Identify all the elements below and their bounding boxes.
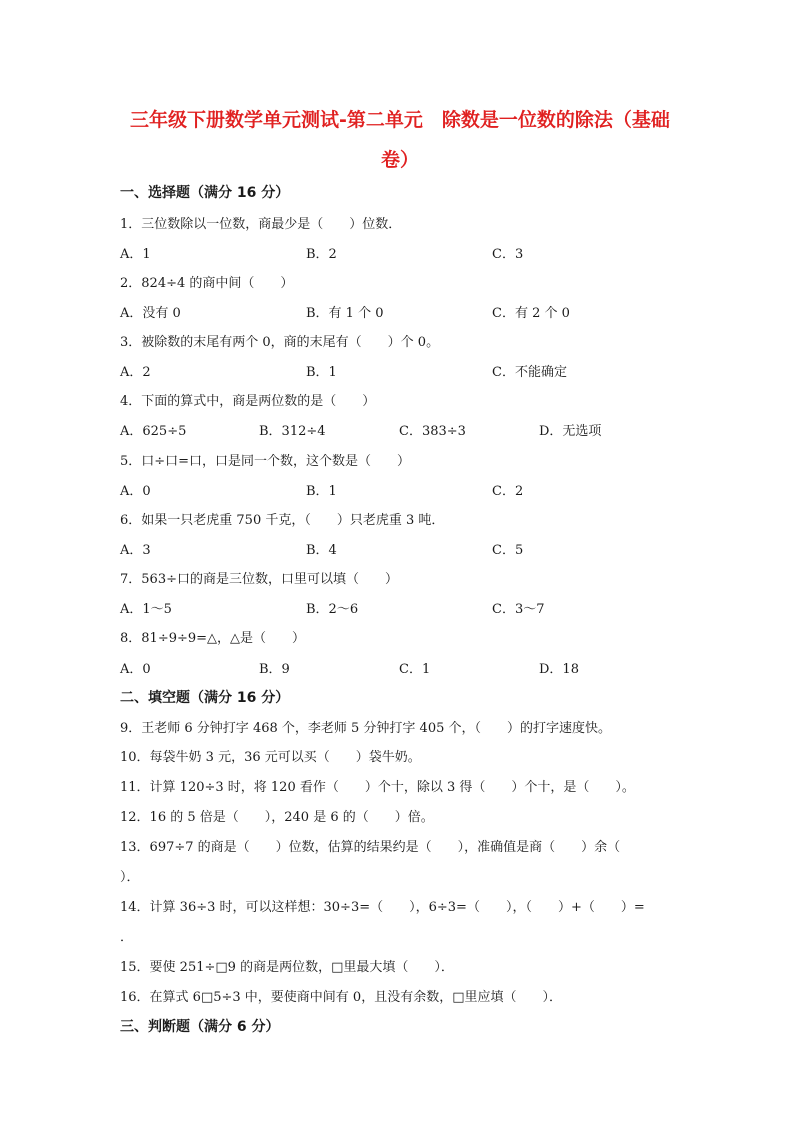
q1-option-b: B．2 xyxy=(306,247,337,262)
q5-option-c: C．2 xyxy=(492,484,524,499)
question-13-line-2: ）． xyxy=(120,870,140,885)
title-line-1: 三年级下册数学单元测试-第二单元 除数是一位数的除法（基础 xyxy=(130,109,670,131)
q8-option-d: D．18 xyxy=(539,662,579,677)
question-10: 10．每袋牛奶 3 元，36 元可以买（ ）袋牛奶。 xyxy=(120,750,421,765)
question-16: 16．在算式 6□5÷3 中，要使商中间有 0，且没有余数，□里应填（ ）． xyxy=(120,990,562,1005)
section-heading-judge: 三、判断题（满分 6 分） xyxy=(120,1019,280,1035)
q5-option-a: A．0 xyxy=(120,484,151,499)
q6-option-b: B．4 xyxy=(306,543,337,558)
question-14-line-1: 14．计算 36÷3 时，可以这样想：30÷3=（ ），6÷3=（ ），（ ）+（ ）= xyxy=(120,900,645,915)
question-5: 5．口÷口=口，口是同一个数，这个数是（ ） xyxy=(120,454,411,469)
q8-option-a: A．0 xyxy=(120,662,151,677)
question-2: 2．824÷4 的商中间（ ） xyxy=(120,276,294,291)
question-12: 12．16 的 5 倍是（ ），240 是 6 的（ ）倍。 xyxy=(120,810,434,825)
question-11: 11．计算 120÷3 时，将 120 看作（ ）个十，除以 3 得（ ）个十，是（ ）。 xyxy=(120,780,635,795)
question-7: 7．563÷口的商是三位数，口里可以填（ ） xyxy=(120,572,398,587)
q4-option-d: D．无选项 xyxy=(539,424,602,439)
q2-option-a: A．没有 0 xyxy=(120,306,181,321)
q6-option-c: C．5 xyxy=(492,543,524,558)
q3-option-b: B．1 xyxy=(306,365,337,380)
q1-option-a: A．1 xyxy=(120,247,151,262)
q7-option-c: C．3～7 xyxy=(492,602,545,617)
question-14-line-2: ． xyxy=(120,930,134,945)
question-13-line-1: 13．697÷7 的商是（ ）位数，估算的结果约是（ ），准确值是商（ ）余（ xyxy=(120,840,621,855)
q4-option-b: B．312÷4 xyxy=(259,424,326,439)
question-15: 15．要使 251÷□9 的商是两位数，□里最大填（ ）． xyxy=(120,960,454,975)
q6-option-a: A．3 xyxy=(120,543,151,558)
question-1: 1．三位数除以一位数，商最少是（ ）位数． xyxy=(120,217,402,232)
q4-option-c: C．383÷3 xyxy=(399,424,466,439)
section-heading-fill: 二、填空题（满分 16 分） xyxy=(120,690,290,706)
section-heading-choice: 一、选择题（满分 16 分） xyxy=(120,185,290,201)
question-6: 6．如果一只老虎重 750 千克，（ ）只老虎重 3 吨． xyxy=(120,513,445,528)
q8-option-b: B．9 xyxy=(259,662,290,677)
q4-option-a: A．625÷5 xyxy=(120,424,187,439)
q7-option-b: B．2～6 xyxy=(306,602,359,617)
q2-option-b: B．有 1 个 0 xyxy=(306,306,384,321)
page-title xyxy=(120,100,680,180)
q1-option-c: C．3 xyxy=(492,247,524,262)
question-3: 3．被除数的末尾有两个 0，商的末尾有（ ）个 0。 xyxy=(120,335,440,350)
q7-option-a: A．1～5 xyxy=(120,602,172,617)
question-9: 9．王老师 6 分钟打字 468 个，李老师 5 分钟打字 405 个，（ ）的打字速度快。 xyxy=(120,721,611,736)
title-line-2: 卷） xyxy=(380,149,419,171)
q5-option-b: B．1 xyxy=(306,484,337,499)
q3-option-a: A．2 xyxy=(120,365,151,380)
q2-option-c: C．有 2 个 0 xyxy=(492,306,570,321)
question-4: 4．下面的算式中，商是两位数的是（ ） xyxy=(120,394,376,409)
q3-option-c: C．不能确定 xyxy=(492,365,567,380)
q8-option-c: C．1 xyxy=(399,662,431,677)
question-8: 8．81÷9÷9=△，△是（ ） xyxy=(120,631,306,646)
